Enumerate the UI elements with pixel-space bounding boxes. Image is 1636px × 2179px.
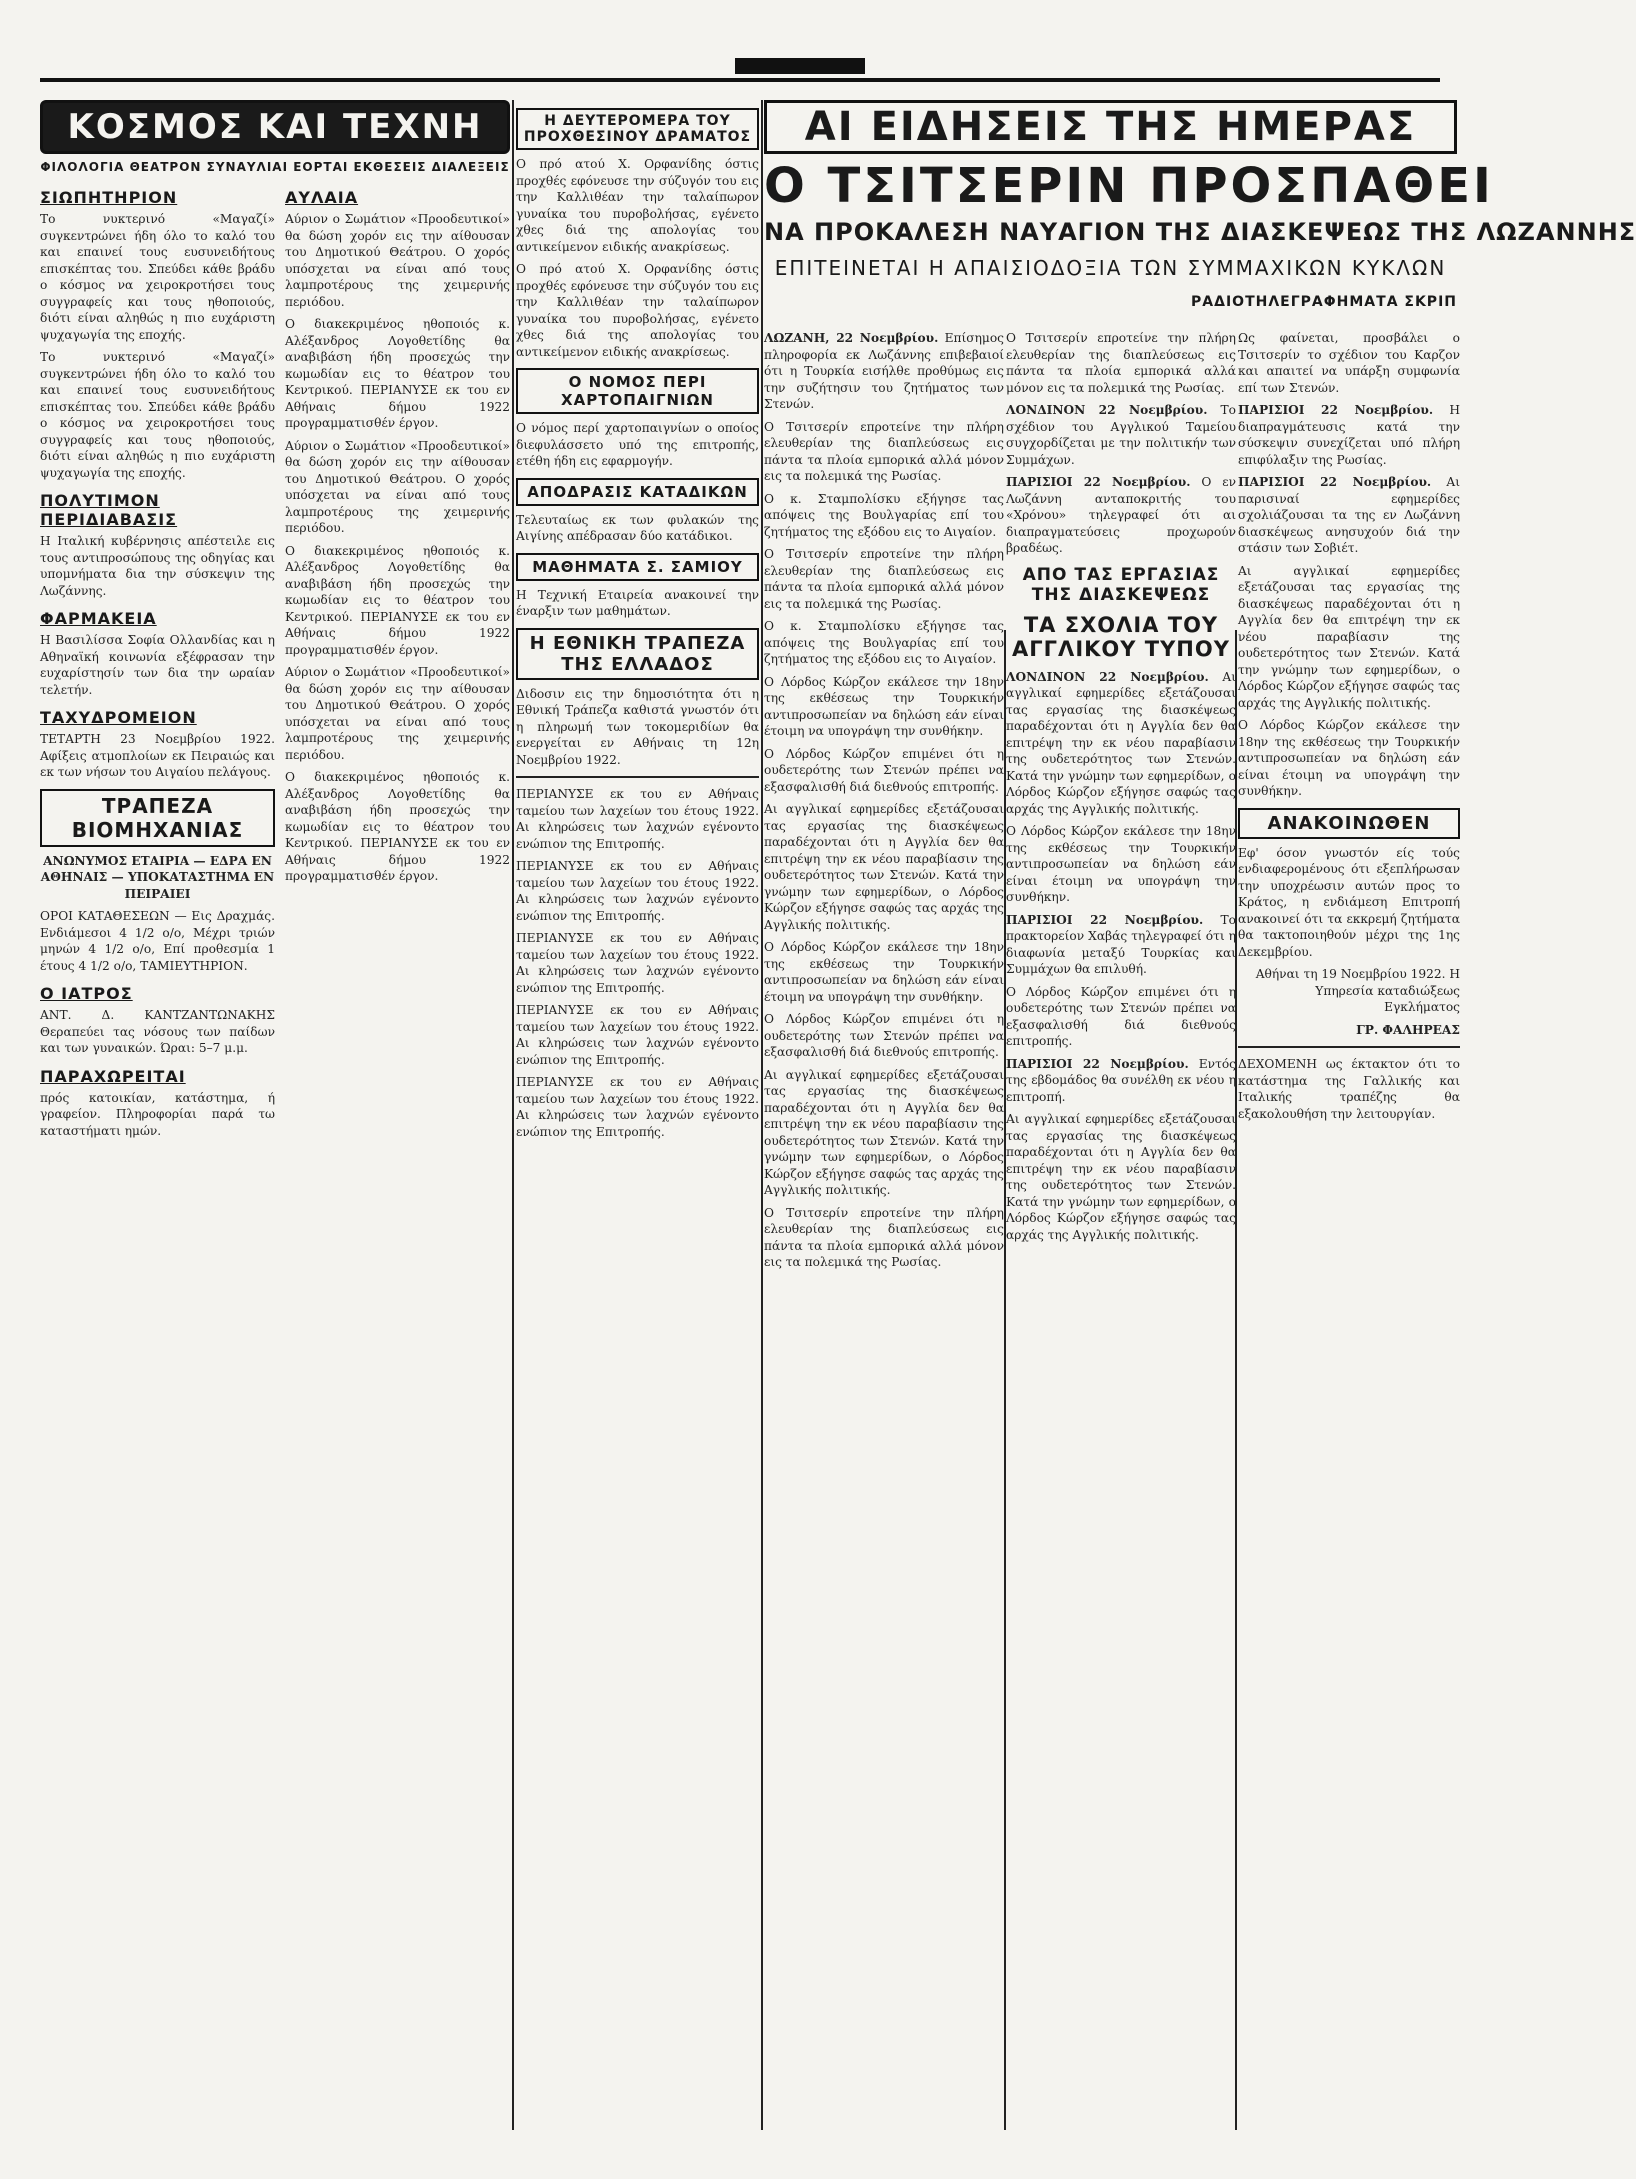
dateline: ΠΑΡΙΣΙΟΙ 22 Νοεμβρίου. [1006,912,1204,927]
article-text: Ο Λόρδος Κώρζον εκάλεσε την 18ην της εκθέσεως την Τουρκικήν αντιπροσωπείαν να δηλώση εάν είναι έτοιμη να υπογράψη την συνθήκην. [1238,718,1460,798]
article-body: Αι αγγλικαί εφημερίδες εξετάζουσαι τας εργασίας της διασκέψεως παραδέχονται ότι η Αγγλία δεν θα επιτρέψη την εκ νέου παραβίασιν της ουδετερότητος των Στενών. Κατά την γνώμην των εφημερίδων, ο Λόρδος Κώρζον εξήγησε σαφώς τας αρχάς της Αγγλικής πολιτικής. [1006,669,1236,816]
dateline: ΠΑΡΙΣΙΟΙ 22 Νοεμβρίου. [1006,1056,1189,1071]
article-text: Ο Λόρδος Κώρζον εκάλεσε την 18ην της εκθέσεως την Τουρκικήν αντιπροσωπείαν να δηλώση εάν είναι έτοιμη να υπογράψη την συνθήκην. [1006,824,1236,904]
article-body: Η διαπραγμάτευσις κατά την σύσκεψιν συνεχίζεται υπό πλήρη επιφύλαξιν της Ρωσίας. [1238,403,1461,467]
dateline: ΛΩΖΑΝΗ, 22 Νοεμβρίου. [764,331,939,345]
article-text: Ο Λόρδος Κώρζον επιμένει ότι η ουδετερότης των Στενών πρέπει να εξασφαλισθή διά διεθνούς επιτροπής. [1006,984,1236,1048]
article-text: ΠΕΡΙΑΝΥΣΕ εκ του εν Αθήναις ταμείου των λαχείων του έτους 1922. Αι κληρώσεις των λαχνών εγένοντο ενώπιον της Επιτροπής. [516,931,759,995]
radio-label: ΡΑΔΙΟΤΗΛΕΓΡΑΦΗΜΑΤΑ ΣΚΡΙΠ [1191,294,1457,310]
article-text [1238,474,1460,557]
news-subcolumn-2 [1006,330,1236,2130]
article-text: Η Τεχνική Εταιρεία ανακοινεί την έναρξιν των μαθημάτων. [516,587,759,618]
article-text [1006,912,1236,978]
box-title: Ο ΝΟΜΟΣ ΠΕΡΙ ΧΑΡΤΟΠΑΙΓΝΙΩΝ [516,368,759,414]
article-text: Ο Λόρδος Κώρζον εκάλεσε την 18ην της εκθέσεως την Τουρκικήν αντιπροσωπείαν να δηλώση εάν είναι έτοιμη να υπογράψη την συνθήκην. [764,674,1004,738]
article-text [764,330,1004,413]
article-body: Το πρακτορείον Χαβάς τηλεγραφεί ότι η διαφωνία μεταξύ Τουρκίας και Συμμάχων θα επιλυθή. [1006,912,1236,976]
article-text: Ο διακεκριμένος ηθοποιός κ. Αλέξανδρος Λογοθετίδης θα αναβιβάση ήδη προσεχώς την κωμωδίαν εις το θέατρον του Κεντρικού. ΠΕΡΙΑΝΥΣΕ εκ του εν Αθήναις δήμου 1922 προγραμματισθέν έργον. [285,317,510,430]
section-banner-arts: ΚΟΣΜΟΣ ΚΑΙ ΤΕΧΝΗ [40,100,510,154]
article-text [1006,1056,1236,1106]
column-divider [761,100,763,2130]
article-text: Αύριον ο Σωμάτιον «Προοδευτικοί» θα δώση χορόν εις την αίθουσαν του Δημοτικού Θεάτρου. Ο χορός υπόσχεται να είναι από τους λαμπροτέρους της χειμερινής περιόδου. [285,665,510,762]
article-title: ΣΙΩΠΗΤΗΡΙΟΝ [40,188,178,207]
article-text: Ο Τσιτσερίν επροτείνε την πλήρη ελευθερίαν της διαπλεύσεως εις πάντα τα πλοία εμπορικά αλλά μόνον εις τα πολεμικά της Ρωσίας. [764,1205,1004,1269]
article-title: ΤΑΧΥΔΡΟΜΕΙΟΝ [40,708,197,727]
section-subhead: ΦΙΛΟΛΟΓΙΑ ΘΕΑΤΡΟΝ ΣΥΝΑΥΛΙΑΙ ΕΟΡΤΑΙ ΕΚΘΕΣΕΙΣ ΔΙΑΛΕΞΕΙΣ [40,160,510,174]
article-text: Αι αγγλικαί εφημερίδες εξετάζουσαι τας εργασίας της διασκέψεως παραδέχονται ότι η Αγγλία δεν θα επιτρέψη την εκ νέου παραβίασιν της ουδετερότητος των Στενών. Κατά την γνώμην των εφημερίδων, ο Λόρδος Κώρζον εξήγησε σαφώς τας αρχάς της Αγγλικής πολιτικής. [764,802,1004,932]
third-headline: ΕΠΙΤΕΙΝΕΤΑΙ Η ΑΠΑΙΣΙΟΔΟΞΙΑ ΤΩΝ ΣΥΜΜΑΧΙΚΩΝ ΚΥΚΛΩΝ [774,256,1447,280]
article-body: Αι παρισιναί εφημερίδες σχολιάζουσαι τα της εν Λωζάννη διασκέψεως ανησυχούν διά την στάσιν των Σοβιέτ. [1238,475,1461,555]
masthead-ornament [735,58,865,74]
article-text: Τελευταίως εκ των φυλακών της Αιγίνης απέδρασαν δύο κατάδικοι. [516,512,759,543]
article-text: Ο Τσιτσερίν επροτείνε την πλήρη ελευθερίαν της διαπλεύσεως εις πάντα τα πλοία εμπορικά αλλά μόνον εις τα πολεμικά της Ρωσίας. [764,419,1004,483]
news-subcolumn-3 [1238,330,1460,2130]
article-text: ΔΕΧΟΜΕΝΗ ως έκτακτον ότι το κατάστημα της Γαλλικής και Ιταλικής τραπέζης θα εξακολουθήση την λειτουργίαν. [1238,1057,1460,1121]
ad-title: ΤΡΑΠΕΖΑ ΒΙΟΜΗΧΑΝΙΑΣ [40,789,275,847]
ad-text: ΑΝΤ. Δ. ΚΑΝΤΖΑΝΤΩΝΑΚΗΣ Θεραπεύει τας νόσους των παίδων και των γυναικών. Ώραι: 5–7 μ.μ. [40,1008,275,1055]
notice-signoff: Αθήναι τη 19 Νοεμβρίου 1922. Η Υπηρεσία καταδιώξεως Εγκλήματος [1255,967,1460,1014]
article-text: ΤΕΤΑΡΤΗ 23 Νοεμβρίου 1922. Αφίξεις ατμοπλοίων εκ Πειραιώς και εκ των νήσων του Αιγαίου πελάγους. [40,732,275,779]
article-text: Εφ' όσον γνωστόν είς τούς ενδιαφερομένους ότι εξεπλήρωσαν την υποχρέωσιν αυτών προς το Κράτος, η ενδιάμεση Επιτροπή ανακοινεί ότι τα εκκρεμή ζητήματα θα τακτοποιηθούν μέχρι της 1ης Δεκεμβρίου. [1238,845,1460,959]
article-text: Διδοσιν εις την δημοσιότητα ότι η Εθνική Τράπεζα καθιστά γνωστόν ότι η πληρωμή των τοκομεριδίων θα ενεργείται εν Αθήναις τη 12η Νοεμβρίου 1922. [516,686,759,767]
article-text [1006,669,1236,818]
column-divider [512,100,514,2130]
article-text: Αι αγγλικαί εφημερίδες εξετάζουσαι τας εργασίας της διασκέψεως παραδέχονται ότι η Αγγλία δεν θα επιτρέψη την εκ νέου παραβίασιν της ουδετερότητος των Στενών. Κατά την γνώμην των εφημερίδων, ο Λόρδος Κώρζον εξήγησε σαφώς τας αρχάς της Αγγλικής πολιτικής. [1238,563,1460,710]
column-drama [516,100,759,2130]
dateline: ΠΑΡΙΣΙΟΙ 22 Νοεμβρίου. [1238,475,1432,489]
article-text: Αι αγγλικαί εφημερίδες εξετάζουσαι τας εργασίας της διασκέψεως παραδέχονται ότι η Αγγλία δεν θα επιτρέψη την εκ νέου παραβίασιν της ουδετερότητος των Στενών. Κατά την γνώμην των εφημερίδων, ο Λόρδος Κώρζον εξήγησε σαφώς τας αρχάς της Αγγλικής πολιτικής. [764,1067,1004,1197]
arts-subcolumns [40,178,510,1145]
article-text: Αι αγγλικαί εφημερίδες εξετάζουσαι τας εργασίας της διασκέψεως παραδέχονται ότι η Αγγλία δεν θα επιτρέψη την εκ νέου παραβίασιν της ουδετερότητος των Στενών. Κατά την γνώμην των εφημερίδων, ο Λόρδος Κώρζον εξήγησε σαφώς τας αρχάς της Αγγλικής πολιτικής. [1006,1112,1236,1242]
notice-signer: ΓΡ. ΦΑΛΗΡΕΑΣ [1356,1022,1460,1037]
dateline: ΛΟΝΔΙΝΟΝ 22 Νοεμβρίου. [1006,669,1209,684]
dateline: ΛΟΝΔΙΝΟΝ 22 Νοεμβρίου. [1006,403,1208,417]
sub-headline: ΝΑ ΠΡΟΚΑΛΕΣΗ ΝΑΥΑΓΙΟΝ ΤΗΣ ΔΙΑΣΚΕΨΕΩΣ ΤΗΣ ΛΩΖΑΝΝΗΣ [764,218,1636,246]
article-text: ΠΕΡΙΑΝΥΣΕ εκ του εν Αθήναις ταμείου των λαχείων του έτους 1922. Αι κληρώσεις των λαχνών εγένοντο ενώπιον της Επιτροπής. [516,1003,759,1067]
box-title: ΜΑΘΗΜΑΤΑ Σ. ΣΑΜΙΟΥ [516,553,759,581]
article-body: Ο εν Λωζάννη ανταποκριτής του «Χρόνου» τηλεγραφεί ότι αι διαπραγματεύσεις προχωρούν βραδέως. [1006,475,1237,555]
article-text: Ο κ. Σταμπολίσκυ εξήγησε τας απόψεις της Βουλγαρίας επί του ζητήματος της εξόδου εις το Αιγαίον. [764,619,1004,666]
article-text: ΠΕΡΙΑΝΥΣΕ εκ του εν Αθήναις ταμείου των λαχείων του έτους 1922. Αι κληρώσεις των λαχνών εγένοντο ενώπιον της Επιτροπής. [516,859,759,923]
article-text: ΠΕΡΙΑΝΥΣΕ εκ του εν Αθήναις ταμείου των λαχείων του έτους 1922. Αι κληρώσεις των λαχνών εγένοντο ενώπιον της Επιτροπής. [516,1075,759,1139]
main-headline: Ο ΤΣΙΤΣΕΡΙΝ ΠΡΟΣΠΑΘΕΙ [764,158,1494,214]
news-subcolumn-1 [764,330,1004,2130]
article-text: Η Ιταλική κυβέρνησις απέστειλε εις τους αντιπροσώπους της οδηγίας και υπομνήματα δια την σύσκεψιν της Λωζάννης. [40,534,275,598]
article-text: Ως φαίνεται, προσβάλει ο Τσιτσερίν το σχέδιον του Καρζον και απαιτεί να υπάρξη συμφωνία επί των Στενών. [1238,331,1460,395]
article-text: Αύριον ο Σωμάτιον «Προοδευτικοί» θα δώση χορόν εις την αίθουσαν του Δημοτικού Θεάτρου. Ο χορός υπόσχεται να είναι από τους λαμπροτέρους της χειμερινής περιόδου. [285,438,510,535]
article-text: Ο διακεκριμένος ηθοποιός κ. Αλέξανδρος Λογοθετίδης θα αναβιβάση ήδη προσεχώς την κωμωδίαν εις το θέατρον του Κεντρικού. ΠΕΡΙΑΝΥΣΕ εκ του εν Αθήναις δήμου 1922 προγραμματισθέν έργον. [285,543,510,657]
article-body: Το σχέδιον του Αγγλικού Ταμείου συγχορδίζεται με την πολιτικήν των Συμμάχων. [1006,403,1236,467]
ad-text: ΟΡΟΙ ΚΑΤΑΘΕΣΕΩΝ — Εις Δραχμάς. Ενδιάμεσοι 4 1/2 ο/ο, Μέχρι τριών μηνών 4 1/2 ο/ο, Επί προθεσμία 1 έτους 4 1/2 ο/ο, ΤΑΜΙΕΥΤΗΡΙΟΝ. [40,909,275,973]
section-title: ΑΠΟ ΤΑΣ ΕΡΓΑΣΙΑΣ ΤΗΣ ΔΙΑΣΚΕΨΕΩΣ [1022,564,1220,605]
dateline: ΠΑΡΙΣΙΟΙ 22 Νοεμβρίου. [1006,475,1191,489]
notice-title: ΑΝΑΚΟΙΝΩΘΕΝ [1238,808,1460,839]
article-title: ΑΥΛΑΙΑ [285,188,359,207]
article-text: ΠΕΡΙΑΝΥΣΕ εκ του εν Αθήναις ταμείου των λαχείων του έτους 1922. Αι κληρώσεις των λαχνών εγένοντο ενώπιον της Επιτροπής. [516,787,759,851]
article-text: Η Βασιλίσσα Σοφία Ολλανδίας και η Αθηναϊκή κοινωνία εξέφρασαν την ευχαρίστησίν των δια την ωραίαν τελετήν. [40,633,275,697]
article-text: Ο Τσιτσερίν επροτείνε την πλήρη ελευθερίαν της διαπλεύσεως εις πάντα τα πλοία εμπορικά αλλά μόνον εις τα πολεμικά της Ρωσίας. [1006,331,1236,395]
article-text: Ο Λόρδος Κώρζον εκάλεσε την 18ην της εκθέσεως την Τουρκικήν αντιπροσωπείαν να δηλώση εάν είναι έτοιμη να υπογράψη την συνθήκην. [764,940,1004,1004]
article-text: Ο πρό ατού Χ. Ορφανίδης όστις προχθές εφόνευσε την σύζυγόν του εις την Καλλιθέαν την ταλαίπωρον γυναίκα του πυροβολήσας, εγένετο χθες διά της απολογίας του αντικείμενον ειδικής ανακρίσεως. [516,262,759,359]
ad-title: Ο ΙΑΤΡΟΣ [40,984,133,1003]
article-text: Ο πρό ατού Χ. Ορφανίδης όστις προχθές εφόνευσε την σύζυγόν του εις την Καλλιθέαν την ταλαίπωρον γυναίκα του πυροβολήσας, εγένετο χθες διά της απολογίας του αντικείμενον ειδικής ανακρίσεως. [516,157,759,254]
bank-notice-title: Η ΕΘΝΙΚΗ ΤΡΑΠΕΖΑ ΤΗΣ ΕΛΛΑΔΟΣ [516,628,759,680]
arts-subcolumn-right [285,178,510,1145]
ad-subtitle: ΑΝΩΝΥΜΟΣ ΕΤΑΙΡΙΑ — ΕΔΡΑ ΕΝ ΑΘΗΝΑΙΣ — ΥΠΟΚΑΤΑΣΤΗΜΑ ΕΝ ΠΕΙΡΑΙΕΙ [40,853,275,901]
article-text [1238,402,1460,468]
article-text: Ο κ. Σταμπολίσκυ εξήγησε τας απόψεις της Βουλγαρίας επί του ζητήματος της εξόδου εις το Αιγαίον. [764,491,1004,539]
section-banner-drama: Η ΔΕΥΤΕΡΟΜΕΡΑ ΤΟΥ ΠΡΟΧΘΕΣΙΝΟΥ ΔΡΑΜΑΤΟΣ [516,108,759,150]
article-text: Ο διακεκριμένος ηθοποιός κ. Αλέξανδρος Λογοθετίδης θα αναβιβάση ήδη προσεχώς την κωμωδίαν εις το θέατρον του Κεντρικού. ΠΕΡΙΑΝΥΣΕ εκ του εν Αθήναις δήμου 1922 προγραμματισθέν έργον. [285,770,510,883]
dateline: ΠΑΡΙΣΙΟΙ 22 Νοεμβρίου. [1238,403,1434,417]
arts-subcolumn-left [40,178,275,1145]
article-text: Αύριον ο Σωμάτιον «Προοδευτικοί» θα δώση χορόν εις την αίθουσαν του Δημοτικού Θεάτρου. Ο χορός υπόσχεται να είναι από τους λαμπροτέρους της χειμερινής περιόδου. [285,212,510,309]
article-text: Το νυκτερινό «Μαγαζί» συγκεντρώνει ήδη όλο το καλό του και επαινεί τους ευσυνειδήτους επισκέπτας του. Σπεύδει κάθε βράδυ ο κόσμος να χειροκροτήσει τους συγγραφείς και τους ηθοποιούς, διότι είναι αληθώς η πιο ευχάριστη ψυχαγωγία της εποχής. [40,212,275,342]
article-title: ΦΑΡΜΑΚΕΙΑ [40,609,157,628]
masthead-rule [40,78,1440,82]
article-body: Εντός της εβδομάδος θα συνέλθη εκ νέου η επιτροπή. [1006,1056,1236,1104]
article-title: ΠΟΛΥΤΙΜΟΝ ΠΕΡΙΔΙΑΒΑΣΙΣ [40,491,178,529]
ad-text: πρός κατοικίαν, κατάστημα, ή γραφείον. Πληροφορίαι παρά τω καταστήματι ημών. [40,1090,275,1138]
article-text: Ο νόμος περί χαρτοπαιγνίων ο οποίος διεφυλάσσετο υπό της επιτροπής, ετέθη ήδη εις εφαρμογήν. [516,421,759,468]
article-text: Το νυκτερινό «Μαγαζί» συγκεντρώνει ήδη όλο το καλό του και επαινεί τους ευσυνειδήτους επισκέπτας του. Σπεύδει κάθε βράδυ ο κόσμος να χειροκροτήσει τους συγγραφείς και τους ηθοποιούς, διότι είναι αληθώς η πιο ευχάριστη ψυχαγωγία της εποχής. [40,350,275,480]
divider [1238,1046,1460,1048]
section-subtitle: ΤΑ ΣΧΟΛΙΑ ΤΟΥ ΑΓΓΛΙΚΟΥ ΤΥΠΟΥ [1012,612,1230,661]
article-text [1006,402,1236,468]
article-text: Ο Λόρδος Κώρζον επιμένει ότι η ουδετερότης των Στενών πρέπει να εξασφαλισθή διά διεθνούς επιτροπής. [764,746,1004,794]
article-text: Ο Λόρδος Κώρζον επιμένει ότι η ουδετερότης των Στενών πρέπει να εξασφαλισθή διά διεθνούς επιτροπής. [764,1012,1004,1059]
article-text [1006,474,1236,557]
divider [516,776,759,778]
section-banner-news: ΑΙ ΕΙΔΗΣΕΙΣ ΤΗΣ ΗΜΕΡΑΣ [764,100,1457,154]
article-body: Επίσημος πληροφορία εκ Λωζάννης επιβεβαιοί ότι η Τουρκία εισήλθε προθύμως εις την συζήτησιν του ζητήματος των Στενών. [764,331,1004,411]
box-title: ΑΠΟΔΡΑΣΙΣ ΚΑΤΑΔΙΚΩΝ [516,478,759,506]
ad-title: ΠΑΡΑΧΩΡΕΙΤΑΙ [40,1066,186,1086]
column-arts [40,100,510,2130]
article-text: Ο Τσιτσερίν επροτείνε την πλήρη ελευθερίαν της διαπλεύσεως εις πάντα τα πλοία εμπορικά αλλά μόνον εις τα πολεμικά της Ρωσίας. [764,547,1004,611]
